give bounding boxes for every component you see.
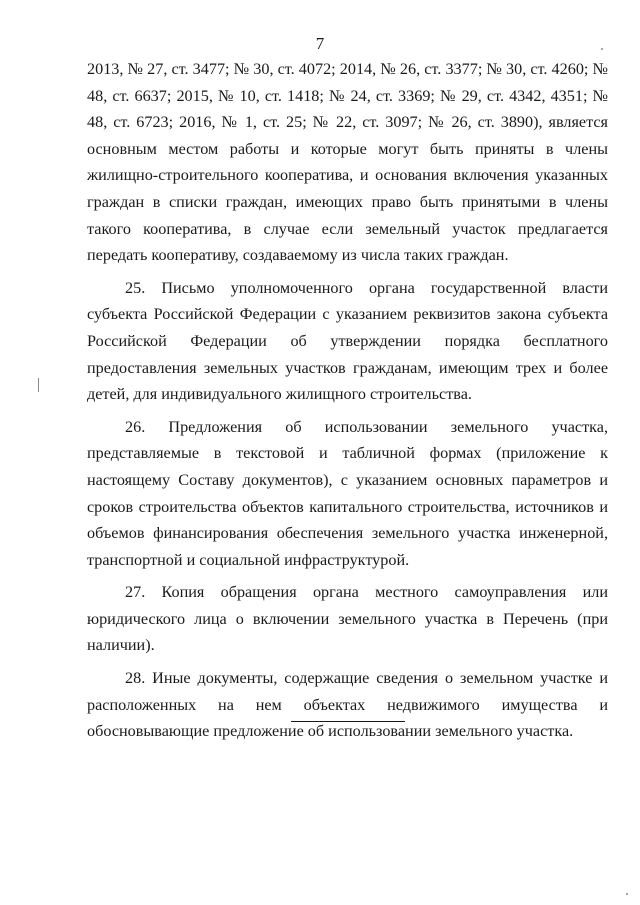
- paragraph-item-26: 26. Предложения об использовании земельного участка, представляемые в текстовой и табличной формах (приложение к настоящему Составу документов), с указанием основных параметров и сроков строительства объектов капитального строительства, источников и объемов финансирования обеспечения земельного участка инженерной, транспортной и социальной инфраструктурой.: [87, 417, 608, 569]
- page-number: 7: [315, 34, 325, 53]
- scan-dot: [626, 893, 628, 895]
- paragraph-item-27: 27. Копия обращения органа местного самоуправления или юридического лица о включении земельного участка в Перечень (при наличии).: [87, 583, 608, 655]
- scan-dot: [38, 378, 39, 392]
- end-separator-line: [291, 721, 405, 722]
- paragraph-continuation: 2013, № 27, ст. 3477; № 30, ст. 4072; 2014, № 26, ст. 3377; № 30, ст. 4260; № 48, ст. 6637; 2015, № 10, ст. 1418; № 24, ст. 3369; № 29, ст. 4342, 4351; № 48, ст. 6723; 2016, № 1, ст. 25; № 22, ст. 3097; № 26, ст. 3890), является основным местом работы и которые могут быть приняты в члены жилищно-строительного кооператива, и основания включения указанных граждан в списки граждан, имеющих право быть принятыми в члены такого кооператива, в случае если земельный участок предлагается передать кооперативу, создаваемому из числа таких граждан.: [87, 60, 608, 265]
- paragraph-item-28: 28. Иные документы, содержащие сведения о земельном участке и расположенных на нем объектах недвижимого имущества и обосновывающие предложение об использовании земельного участка.: [87, 669, 608, 741]
- paragraph-item-25: 25. Письмо уполномоченного органа государственной власти субъекта Российской Федерации с указанием реквизитов закона субъекта Российской Федерации об утверждении порядка бесплатного предоставления земельных участков гражданам, имеющим трех и более детей, для индивидуального жилищного строительства.: [87, 278, 608, 404]
- scan-dot: [601, 48, 603, 50]
- document-body: [87, 56, 608, 745]
